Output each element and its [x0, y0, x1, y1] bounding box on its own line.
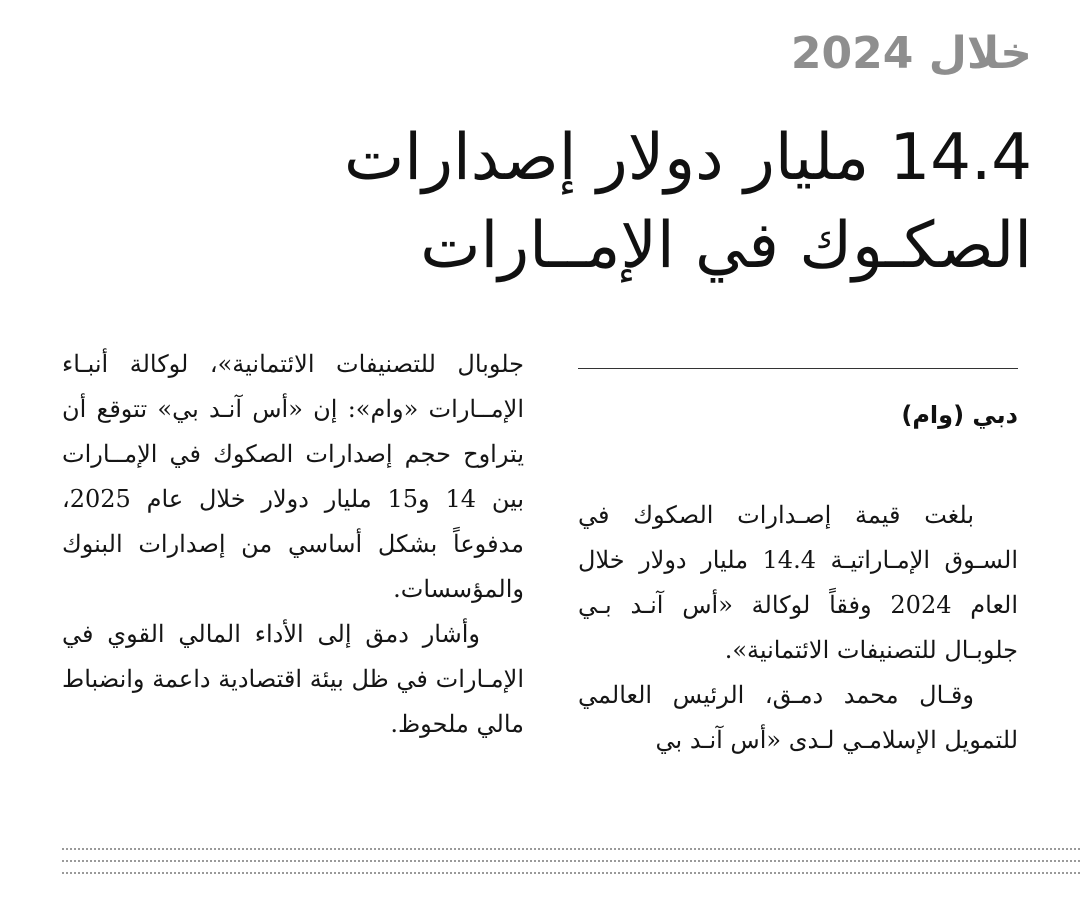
headline-line-2: الصكـوك في الإمــارات [420, 209, 1032, 283]
body-paragraph: بلغت قيمة إصـدارات الصكوك في السـوق الإمـاراتيـة 14.4 مليار دولار خلال العام 2024 وفقاً لوكالة «أس آنـد بـي جلوبـال للتصنيفات الائتمانية». [578, 501, 1018, 664]
dotted-separator [62, 860, 1080, 862]
kicker: خلال 2024 [790, 28, 1032, 79]
dateline: دبي (وام) [901, 401, 1018, 429]
dotted-separator [62, 848, 1080, 850]
dotted-separator [62, 872, 1080, 874]
headline-line-1: 14.4 مليار دولار إصدارات [344, 121, 1032, 195]
column-left [62, 342, 524, 747]
column-right [578, 368, 1018, 763]
body-paragraph: جلوبال للتصنيفات الائتمانية»، لوكالة أنبـاء الإمــارات «وام»: إن «أس آنـد بي» تتوقع أن يتراوح حجم إصدارات الصكوك في الإمــارات بين 14 و15 مليار دولار خلال عام 2025، مدفوعاً بشكل أساسي من إصدارات البنوك والمؤسسات. [62, 350, 525, 603]
body-paragraph: وأشار دمق إلى الأداء المالي القوي في الإمـارات في ظل بيئة اقتصادية داعمة وانضباط مالي ملحوظ. [62, 620, 524, 738]
body-paragraph: وقـال محمد دمـق، الرئيس العالمي للتمويل الإسلامـي لـدى «أس آنـد بي [578, 681, 1018, 754]
headline [32, 114, 1032, 290]
divider-rule [578, 368, 1018, 369]
